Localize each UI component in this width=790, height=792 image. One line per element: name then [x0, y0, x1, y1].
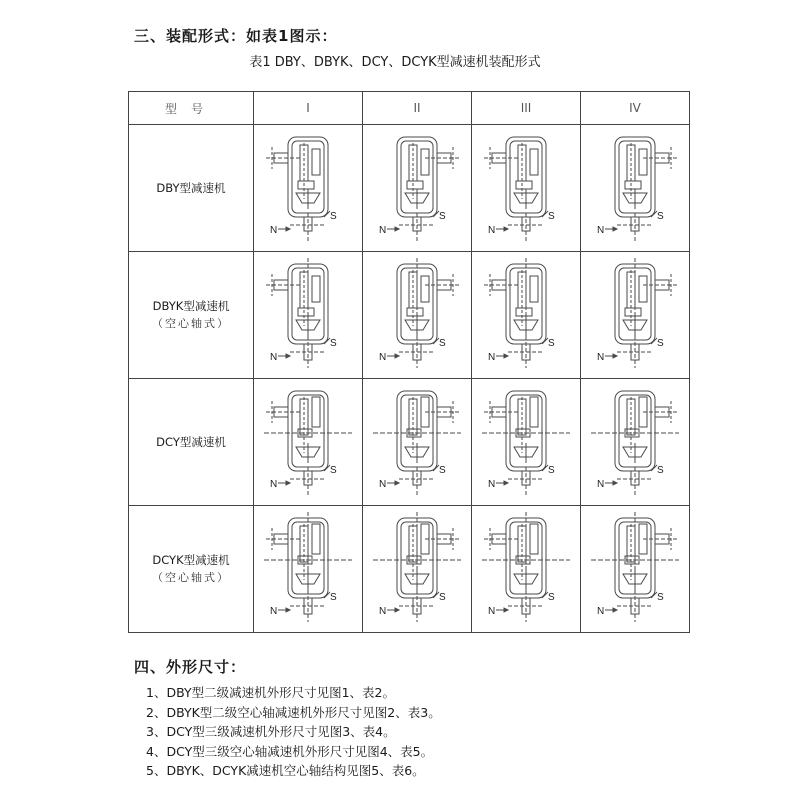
row-label: [129, 125, 254, 252]
s-label: S: [439, 338, 446, 349]
list-item: 3、DCY型三级减速机外形尺寸见图3、表4。: [146, 724, 396, 739]
assembly-diagram: [363, 379, 472, 506]
list-item: 2、DBYK型二级空心轴减速机外形尺寸见图2、表3。: [146, 704, 441, 720]
col-header-2: II: [363, 92, 472, 125]
n-label: N: [597, 225, 605, 236]
row-label: [129, 252, 254, 379]
s-label: S: [439, 211, 446, 222]
table-header-row: [129, 92, 690, 125]
assembly-diagram: [581, 125, 690, 252]
table-row: [129, 379, 690, 506]
assembly-diagram: [363, 125, 472, 252]
assembly-diagram: [581, 379, 690, 506]
gearbox-schematic: [478, 129, 574, 247]
n-label: N: [270, 225, 278, 236]
gearbox-schematic: [369, 510, 465, 628]
n-label: N: [488, 352, 496, 363]
col-header-3: III: [472, 92, 581, 125]
row-label: [129, 506, 254, 633]
table-row: [129, 252, 690, 379]
list-item: 4、DCY型三级空心轴减速机外形尺寸见图4、表5。: [146, 743, 434, 759]
gearbox-schematic: [478, 510, 574, 628]
n-label: N: [379, 479, 387, 490]
gearbox-schematic: [260, 510, 356, 628]
assembly-diagram: [254, 506, 363, 633]
s-label: S: [330, 338, 337, 349]
n-label: N: [488, 225, 496, 236]
n-label: N: [597, 606, 605, 617]
list-item: 5、DBYK、DCYK减速机空心轴结构见图5、表6。: [146, 763, 425, 778]
n-label: N: [597, 479, 605, 490]
s-label: S: [548, 465, 555, 476]
s-label: S: [657, 465, 664, 476]
gearbox-schematic: [260, 256, 356, 374]
row-model-name: DCYK型减速机: [152, 553, 230, 567]
gearbox-schematic: [369, 383, 465, 501]
gearbox-schematic: [260, 383, 356, 501]
assembly-form-table: [128, 91, 690, 633]
table-caption: 表1 DBY、DBYK、DCY、DCYK型减速机装配形式: [249, 55, 541, 70]
assembly-diagram: [472, 125, 581, 252]
n-label: N: [379, 225, 387, 236]
s-label: S: [548, 211, 555, 222]
n-label: N: [379, 606, 387, 617]
row-model-name: DCY型减速机: [156, 435, 226, 449]
s-label: S: [439, 592, 446, 603]
row-label: [129, 379, 254, 506]
col-header-1: I: [254, 92, 363, 125]
s-label: S: [548, 592, 555, 603]
gearbox-schematic: [369, 129, 465, 247]
section-3-heading: 三、装配形式：如表1图示：: [134, 27, 338, 45]
assembly-diagram: [472, 506, 581, 633]
assembly-diagram: [363, 252, 472, 379]
section-4-heading: 四、外形尺寸：: [134, 658, 247, 676]
n-label: N: [379, 352, 387, 363]
type-header: 型号: [129, 92, 254, 125]
col-header-4: IV: [581, 92, 690, 125]
assembly-diagram: [581, 252, 690, 379]
table-row: [129, 506, 690, 633]
gearbox-schematic: [587, 129, 683, 247]
s-label: S: [439, 465, 446, 476]
table-row: [129, 125, 690, 252]
assembly-diagram: [472, 252, 581, 379]
gearbox-schematic: [587, 510, 683, 628]
s-label: S: [657, 211, 664, 222]
gearbox-schematic: [587, 383, 683, 501]
n-label: N: [597, 352, 605, 363]
assembly-diagram: [581, 506, 690, 633]
row-model-note: （空心轴式）: [152, 571, 230, 584]
row-model-note: （空心轴式）: [152, 317, 230, 330]
n-label: N: [488, 479, 496, 490]
gearbox-schematic: [478, 383, 574, 501]
n-label: N: [270, 352, 278, 363]
n-label: N: [270, 606, 278, 617]
gearbox-schematic: [260, 129, 356, 247]
assembly-diagram: [254, 125, 363, 252]
assembly-diagram: [254, 252, 363, 379]
s-label: S: [657, 338, 664, 349]
gearbox-schematic: [478, 256, 574, 374]
s-label: S: [330, 211, 337, 222]
s-label: S: [330, 465, 337, 476]
row-model-name: DBYK型减速机: [152, 299, 230, 313]
n-label: N: [488, 606, 496, 617]
s-label: S: [657, 592, 664, 603]
gearbox-schematic: [587, 256, 683, 374]
assembly-diagram: [472, 379, 581, 506]
assembly-diagram: [363, 506, 472, 633]
n-label: N: [270, 479, 278, 490]
s-label: S: [330, 592, 337, 603]
s-label: S: [548, 338, 555, 349]
assembly-diagram: [254, 379, 363, 506]
row-model-name: DBY型减速机: [156, 181, 226, 195]
gearbox-schematic: [369, 256, 465, 374]
list-item: 1、DBY型二级减速机外形尺寸见图1、表2。: [146, 685, 396, 700]
dimension-list: [146, 683, 441, 781]
